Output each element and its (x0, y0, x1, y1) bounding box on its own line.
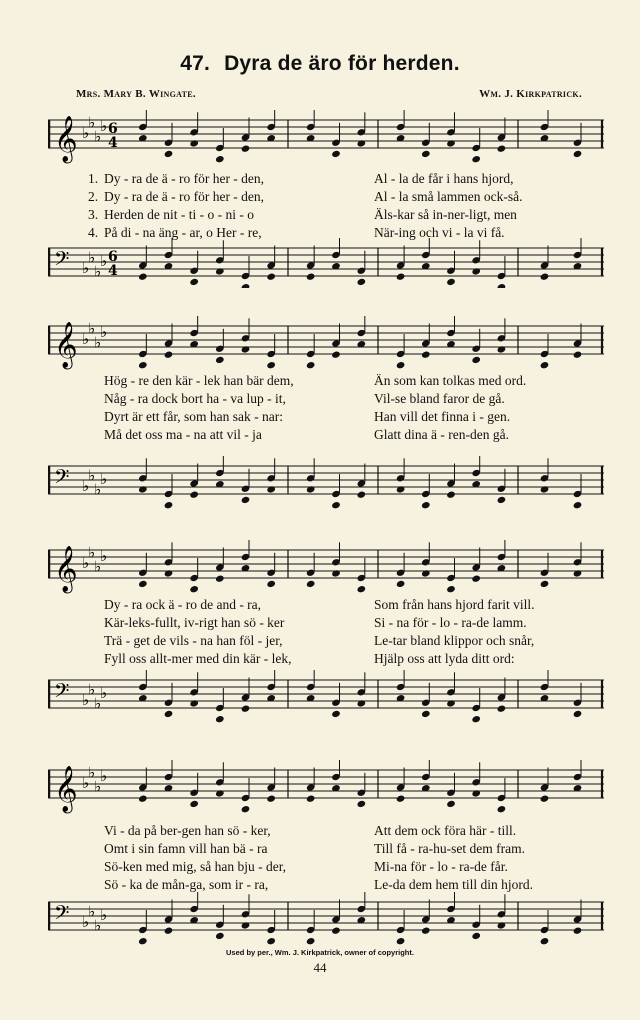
note-head (306, 937, 316, 945)
note-head (421, 351, 431, 359)
note-head (396, 273, 406, 281)
flat-sign-icon: ♭ (100, 252, 108, 270)
lyric-first-half: Herden de nit - ti - o - ni - o (104, 207, 254, 222)
note-head (357, 278, 367, 286)
note-head (138, 273, 148, 281)
note-head (421, 710, 431, 718)
note-head (215, 715, 225, 723)
note-head (164, 927, 174, 935)
note-head (540, 273, 550, 281)
lyric-first-half: Hög - re den kär - lek han bär dem, (104, 373, 294, 388)
lyric-second-half: Han vill det finna i - gen. (374, 409, 511, 424)
bass-clef-icon: 𝄢 (54, 901, 70, 929)
note-head (471, 715, 481, 723)
note-head (306, 273, 316, 281)
flat-sign-icon: ♭ (88, 763, 96, 782)
note-head (215, 356, 225, 364)
flat-sign-icon: ♭ (88, 319, 96, 338)
lyric-first-half: Dy - ra de ä - ro för her - den, (104, 189, 265, 204)
note-head (573, 710, 583, 718)
treble-staff (48, 316, 604, 372)
note-head (421, 501, 431, 509)
lyric-second-half: Än som kan tolkas med ord. (374, 373, 527, 388)
lyric-first-half: Omt i sin famn vill han bä - ra (104, 841, 268, 856)
lyric-first-half: På di - na äng - ar, o Her - re, (104, 225, 262, 240)
time-signature: 4 (108, 135, 118, 151)
lyric-first-half: Må det oss ma - na att vil - ja (104, 427, 262, 442)
verse-line (48, 426, 604, 444)
flat-sign-icon: ♭ (100, 767, 108, 785)
note-head (306, 580, 316, 588)
lyric-second-half: Hjälp oss att lyda ditt ord: (374, 651, 515, 666)
note-head (471, 356, 481, 364)
note-head (266, 273, 276, 281)
lyric-first-half: Dyrt är ett får, som han sak - nar: (104, 409, 284, 424)
flat-sign-icon: ♭ (82, 124, 90, 142)
note-head (189, 585, 199, 593)
time-signature: 6 (108, 249, 118, 265)
note-head (138, 361, 148, 369)
lyric-second-half: Mi-na för - lo - ra-de får. (374, 859, 508, 874)
verse-line (48, 614, 604, 632)
note-head (471, 932, 481, 940)
lyric-first-half: Någ - ra dock bort ha - va lup - it, (104, 391, 286, 406)
verse-number: 4. (88, 225, 99, 240)
bass-staff (48, 238, 604, 288)
note-head (331, 351, 341, 359)
flat-sign-icon: ♭ (94, 777, 102, 796)
verse-line (48, 408, 604, 426)
note-head (266, 795, 276, 803)
flat-sign-icon: ♭ (82, 691, 90, 709)
flat-sign-icon: ♭ (82, 330, 90, 348)
flat-sign-icon: ♭ (94, 127, 102, 146)
treble-staff (48, 760, 604, 816)
note-head (266, 361, 276, 369)
lyric-first-half: Dy - ra ock ä - ro de and - ra, (104, 597, 262, 612)
note-head (471, 575, 481, 583)
note-head (241, 145, 251, 153)
note-head (241, 496, 251, 504)
note-head (164, 351, 174, 359)
note-head (396, 795, 406, 803)
flat-sign-icon: ♭ (94, 916, 102, 935)
note-head (497, 283, 507, 288)
note-head (138, 580, 148, 588)
verse-number: 1. (88, 171, 99, 186)
flat-sign-icon: ♭ (100, 323, 108, 341)
lyric-second-half: Le-da dem hem till din hjord. (374, 877, 533, 892)
note-head (497, 145, 507, 153)
note-head (215, 575, 225, 583)
flat-sign-icon: ♭ (94, 557, 102, 576)
verse-line (48, 840, 604, 858)
note-head (497, 805, 507, 813)
flat-sign-icon: ♭ (94, 262, 102, 281)
flat-sign-icon: ♭ (100, 470, 108, 488)
flat-sign-icon: ♭ (100, 547, 108, 565)
note-head (471, 155, 481, 163)
flat-sign-icon: ♭ (100, 117, 108, 135)
note-head (573, 150, 583, 158)
treble-clef-icon: 𝄞 (54, 546, 78, 592)
note-head (164, 710, 174, 718)
verse-line (48, 170, 604, 188)
note-head (446, 278, 456, 286)
note-head (189, 800, 199, 808)
verse-line (48, 372, 604, 390)
verse-number: 2. (88, 189, 99, 204)
flat-sign-icon: ♭ (82, 913, 90, 931)
note-head (357, 800, 367, 808)
flat-sign-icon: ♭ (82, 259, 90, 277)
note-head (266, 580, 276, 588)
lyric-second-half: Som från hans hjord farit vill. (374, 597, 535, 612)
verse-line (48, 206, 604, 224)
note-head (421, 150, 431, 158)
verse-line (48, 822, 604, 840)
flat-sign-icon: ♭ (88, 113, 96, 132)
lyric-second-half: Al - la de får i hans hjord, (374, 171, 514, 186)
flat-sign-icon: ♭ (88, 902, 96, 921)
note-head (497, 496, 507, 504)
verse-line (48, 188, 604, 206)
verse-number: 3. (88, 207, 99, 222)
flat-sign-icon: ♭ (88, 248, 96, 267)
bass-clef-icon: 𝄢 (54, 679, 70, 707)
composer-credit: Wm. J. Kirkpatrick. (479, 88, 582, 100)
treble-clef-icon: 𝄞 (54, 116, 78, 162)
note-head (446, 800, 456, 808)
note-head (306, 361, 316, 369)
bass-clef-icon: 𝄢 (54, 465, 70, 493)
verse-line (48, 596, 604, 614)
flat-sign-icon: ♭ (100, 684, 108, 702)
flat-sign-icon: ♭ (94, 333, 102, 352)
flat-sign-icon: ♭ (100, 906, 108, 924)
lyricist-credit: Mrs. Mary B. Wingate. (76, 88, 196, 100)
note-head (573, 927, 583, 935)
verse-line (48, 632, 604, 650)
note-head (306, 795, 316, 803)
treble-staff (48, 110, 604, 166)
note-head (215, 155, 225, 163)
note-head (421, 927, 431, 935)
lyric-second-half: Le-tar bland klippor och snår, (374, 633, 535, 648)
note-head (540, 795, 550, 803)
note-head (497, 705, 507, 713)
note-head (396, 937, 406, 945)
flat-sign-icon: ♭ (94, 694, 102, 713)
bass-clef-icon: 𝄢 (54, 247, 70, 275)
bass-staff (48, 670, 604, 730)
note-head (189, 278, 199, 286)
lyric-first-half: Trä - get de vils - na han föl - jer, (104, 633, 283, 648)
flat-sign-icon: ♭ (94, 480, 102, 499)
hymn-title: Dyra de äro för herden. (224, 52, 460, 75)
lyric-second-half: Al - la små lammen ock-så. (374, 189, 523, 204)
lyric-first-half: Dy - ra de ä - ro för her - den, (104, 171, 265, 186)
lyric-second-half: Si - na för - lo - ra-de lamm. (374, 615, 527, 630)
lyric-second-half: Att dem ock föra här - till. (374, 823, 517, 838)
lyric-second-half: Till få - ra-hu-set dem fram. (374, 841, 525, 856)
note-head (138, 795, 148, 803)
flat-sign-icon: ♭ (82, 477, 90, 495)
note-head (540, 361, 550, 369)
note-head (189, 491, 199, 499)
note-head (331, 150, 341, 158)
note-head (396, 361, 406, 369)
lyric-first-half: Kär-leks-fullt, iv-rigt han sö - ker (104, 615, 285, 630)
note-head (164, 150, 174, 158)
flat-sign-icon: ♭ (88, 680, 96, 699)
treble-staff (48, 540, 604, 596)
lyric-second-half: När-ing och vi - la vi få. (374, 225, 505, 240)
lyric-first-half: Fyll oss allt-mer med din kär - lek, (104, 651, 292, 666)
verse-line (48, 390, 604, 408)
lyric-second-half: Glatt dina ä - ren-den gå. (374, 427, 509, 442)
note-head (331, 927, 341, 935)
note-head (241, 283, 251, 288)
time-signature: 6 (108, 121, 118, 137)
verse-line (48, 650, 604, 668)
note-head (241, 705, 251, 713)
note-head (446, 491, 456, 499)
flat-sign-icon: ♭ (82, 554, 90, 572)
verse-line (48, 858, 604, 876)
note-head (266, 937, 276, 945)
treble-clef-icon: 𝄞 (54, 766, 78, 812)
note-head (357, 491, 367, 499)
note-head (357, 585, 367, 593)
note-head (138, 937, 148, 945)
flat-sign-icon: ♭ (88, 543, 96, 562)
lyric-first-half: Vi - da på ber-gen han sö - ker, (104, 823, 271, 838)
note-head (331, 710, 341, 718)
page-number: 44 (313, 960, 327, 975)
note-head (215, 932, 225, 940)
hymn-number: 47. (180, 52, 211, 75)
flat-sign-icon: ♭ (82, 774, 90, 792)
note-head (396, 580, 406, 588)
note-head (573, 351, 583, 359)
treble-clef-icon: 𝄞 (54, 322, 78, 368)
lyric-second-half: Vil-se bland faror de gå. (374, 391, 505, 406)
lyric-first-half: Sö - ka de mån-ga, som ir - ra, (104, 877, 269, 892)
copyright-footer: Used by per., Wm. J. Kirkpatrick, owner of copyright. (226, 948, 414, 957)
note-head (241, 805, 251, 813)
note-head (540, 580, 550, 588)
note-head (540, 937, 550, 945)
time-signature: 4 (108, 263, 118, 279)
note-head (331, 501, 341, 509)
bass-staff (48, 456, 604, 516)
bass-staff (48, 892, 604, 952)
hymn-heading (0, 52, 640, 76)
note-head (164, 501, 174, 509)
note-head (573, 501, 583, 509)
lyric-first-half: Sö-ken med mig, så han bju - der, (104, 859, 287, 874)
lyric-second-half: Äls-kar så in-ner-ligt, men (374, 207, 517, 222)
flat-sign-icon: ♭ (88, 466, 96, 485)
note-head (446, 585, 456, 593)
